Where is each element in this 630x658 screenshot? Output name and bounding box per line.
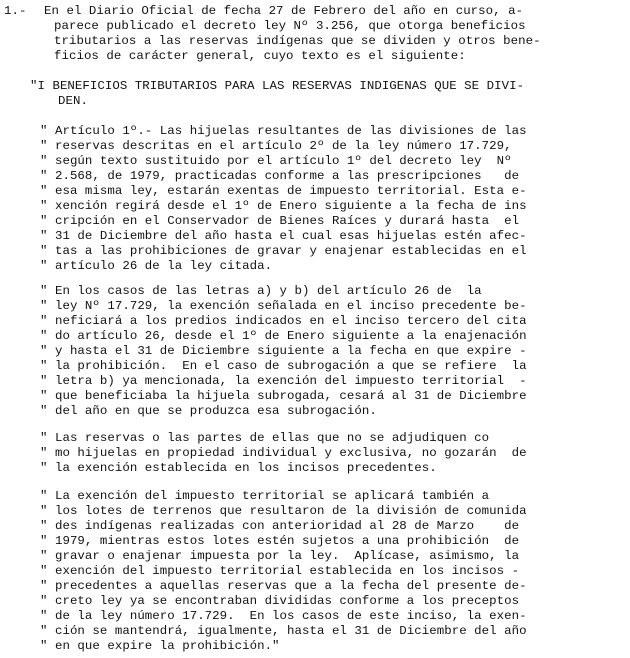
text-line: " 1979, mientras estos lotes estén sujetos a una prohibición de: [40, 534, 520, 548]
text-line: " En los casos de las letras a) y b) del artículo 26 de la: [40, 284, 482, 298]
text-line: " según texto sustituido por el artículo 1º del decreto ley Nº: [40, 154, 512, 168]
text-line: " reservas descritas en el artículo 2º de la ley número 17.729,: [40, 139, 512, 153]
text-line: " en que expire la prohibición.": [40, 639, 280, 653]
text-line: " de la ley número 17.729. En los casos de este inciso, la exen-: [40, 609, 527, 623]
text-line: En el Diario Oficial de fecha 27 de Febrero del año en curso, a-: [44, 4, 524, 18]
text-line: " La exención del impuesto territorial se aplicará también a: [40, 489, 490, 503]
text-line: " artículo 26 de la ley citada.: [40, 259, 273, 273]
text-line: " ción se mantendrá, igualmente, hasta el 31 de Diciembre del año: [40, 624, 527, 638]
text-line: " exención del impuesto territorial establecida en los incisos -: [40, 564, 520, 578]
text-line: " letra b) ya mencionada, la exención del impuesto territorial -: [40, 374, 527, 388]
text-line: " la exención establecida en los incisos precedentes.: [40, 461, 437, 475]
text-line: " Las reservas o las partes de ellas que no se adjudiquen co: [40, 431, 490, 445]
text-line: " gravar o enajenar impuesta por la ley. Aplícase, asimismo, la: [40, 549, 520, 563]
text-line: parece publicado el decreto ley Nº 3.256, que otorga beneficios: [54, 19, 526, 33]
text-line: " 2.568, de 1979, practicadas conforme a las prescripciones de: [40, 169, 520, 183]
text-line: " creto ley ya se encontraban divididas conforme a los preceptos: [40, 594, 520, 608]
text-line: " des indígenas realizadas con anterioridad al 28 de Marzo de: [40, 519, 520, 533]
text-line: " esa misma ley, estarán exentas de impuesto territorial. Esta e-: [40, 184, 527, 198]
text-line: " mo hijuelas en propiedad individual y exclusiva, no gozarán de: [40, 446, 527, 460]
text-line: " tas a las prohibiciones de gravar y enajenar establecidas en el: [40, 244, 527, 258]
text-line: " 31 de Diciembre del año hasta el cual esas hijuelas estén afec-: [40, 229, 527, 243]
item-marker: 1.-: [4, 4, 27, 18]
text-line: " neficiará a los predios indicados en el inciso tercero del cita: [40, 314, 527, 328]
text-line: " los lotes de terrenos que resultaron de la división de comunida: [40, 504, 527, 518]
text-line: " y hasta el 31 de Diciembre siguiente a la fecha en que expire -: [40, 344, 527, 358]
text-line: " que beneficiaba la hijuela subrogada, cesará al 31 de Diciembre: [40, 389, 527, 403]
text-line: " precedentes a aquellas reservas que a la fecha del presente de-: [40, 579, 527, 593]
text-line: " Artículo 1º.- Las hijuelas resultantes de las divisiones de las: [40, 124, 527, 138]
text-line: ficios de carácter general, cuyo texto es el siguiente:: [54, 49, 466, 63]
text-line: tributarios a las reservas indígenas que se dividen y otros bene-: [54, 34, 541, 48]
text-line: " del año en que se produzca esa subrogación.: [40, 404, 377, 418]
section-heading-line: "I BENEFICIOS TRIBUTARIOS PARA LAS RESERVAS INDIGENAS QUE SE DIVI-: [30, 79, 525, 93]
text-line: " do artículo 26, desde el 1º de Enero siguiente a la enajenación: [40, 329, 527, 343]
section-heading-line: DEN.: [58, 94, 88, 108]
text-line: " xención regirá desde el 1º de Enero siguiente a la fecha de ins: [40, 199, 527, 213]
text-line: " cripción en el Conservador de Bienes Raíces y durará hasta el: [40, 214, 520, 228]
text-line: " ley Nº 17.729, la exención señalada en el inciso precedente be-: [40, 299, 527, 313]
text-line: " la prohibición. En el caso de subrogación a que se refiere la: [40, 359, 527, 373]
